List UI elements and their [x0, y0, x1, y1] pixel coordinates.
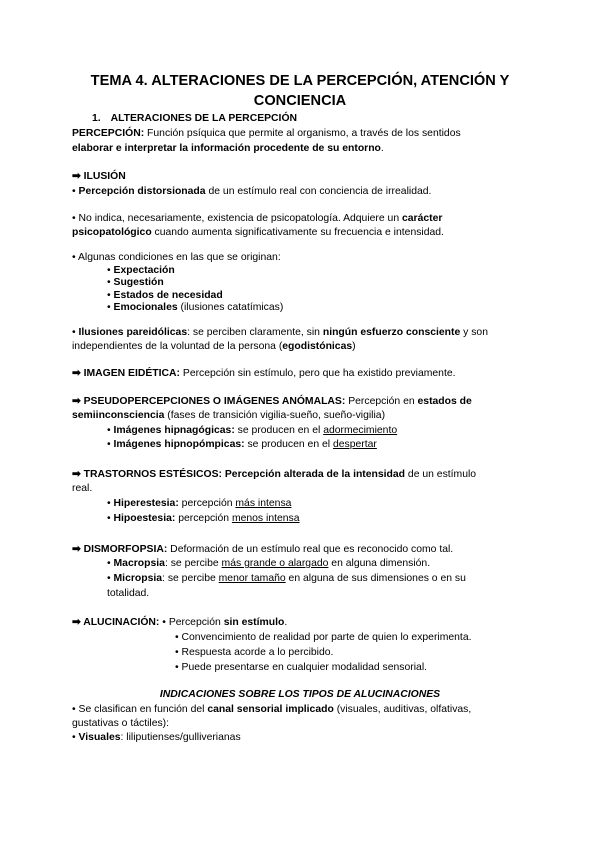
ilusion-b1-text: de un estímulo real con conciencia de irrealidad.	[205, 186, 432, 197]
item-label: Hiperestesia:	[113, 498, 179, 509]
dismorfopsia-label: ➡ DISMORFOPSIA:	[72, 544, 168, 555]
estesicos-item-hipoestesia	[107, 512, 300, 525]
alucinacion-bullet-2: • Convencimiento de realidad por parte de quien lo experimenta.	[175, 632, 472, 643]
bullet: •	[107, 558, 114, 569]
pseudo-text-2: (fases de transición vigilia-sueño, sueño-vigilia)	[164, 410, 386, 421]
bullet: •	[107, 498, 114, 509]
condition-text: (ilusiones catatímicas)	[177, 302, 284, 313]
condition-label: Sugestión	[113, 277, 164, 288]
percepcion-end: .	[380, 143, 384, 154]
estesicos-line-1	[72, 468, 476, 481]
percepcion-text: Función psíquica que permite al organismo, a través de los sentidos	[144, 128, 461, 139]
eidetica-text: Percepción sin estímulo, pero que ha existido previamente.	[180, 368, 456, 379]
item-text: se producen en el	[244, 439, 333, 450]
bullet: •	[72, 732, 79, 743]
pseudo-text: Percepción en	[345, 396, 418, 407]
condition-item-emocionales	[107, 301, 283, 314]
item-underlined: menor tamaño	[218, 573, 286, 584]
pareidolicas-end: )	[352, 341, 356, 352]
item-underlined: más grande o alargado	[221, 558, 329, 569]
alucinacion-bullet-3: • Respuesta acorde a lo percibido.	[175, 647, 334, 658]
section-heading	[92, 112, 297, 125]
ilusion-bullet-3: • Algunas condiciones en las que se originan:	[72, 252, 281, 263]
percepcion-definition-line-1	[72, 127, 461, 140]
pareidolicas-text: : se perciben claramente, sin	[187, 327, 323, 338]
ilusion-b1-bold: Percepción distorsionada	[78, 186, 206, 197]
visuales-label: Visuales	[78, 732, 121, 743]
estesicos-text: de un estímulo	[405, 469, 477, 480]
bullet: •	[107, 513, 114, 524]
dismorfopsia-item-micropsia	[107, 572, 466, 585]
alucinacion-line-1	[72, 616, 287, 629]
estesicos-line-2: real.	[72, 483, 93, 494]
item-text: percepción	[175, 513, 232, 524]
indicaciones-heading: INDICACIONES SOBRE LOS TIPOS DE ALUCINACIONES	[159, 689, 441, 700]
item-underlined: adormecimiento	[323, 425, 398, 436]
section-title: ALTERACIONES DE LA PERCEPCIÓN	[110, 113, 298, 124]
ilusion-bullet-1	[72, 185, 431, 198]
estesicos-item-hiperestesia	[107, 497, 291, 510]
dismorfopsia-item-macropsia	[107, 557, 430, 570]
bullet: •	[72, 186, 79, 197]
dismorfopsia-line	[72, 543, 453, 556]
indicaciones-line-1	[72, 703, 471, 716]
item-label: Micropsia	[113, 573, 163, 584]
indicaciones-line-2: gustativas o táctiles):	[72, 718, 170, 729]
ilusion-bullet-2-line-1	[72, 212, 442, 225]
bullet: •	[107, 439, 114, 450]
item-underlined: menos intensa	[231, 513, 300, 524]
ilusion-b2-bold: carácter	[402, 213, 443, 224]
pseudo-line-1	[72, 395, 472, 408]
eidetica-label: ➡ IMAGEN EIDÉTICA:	[72, 368, 180, 379]
alucinacion-bold: sin estímulo	[223, 617, 285, 628]
bullet: •	[72, 327, 79, 338]
alucinacion-label: ➡ ALUCINACIÓN:	[72, 617, 160, 628]
section-number: 1.	[92, 113, 101, 124]
bullet: •	[107, 302, 114, 313]
percepcion-label: PERCEPCIÓN:	[72, 128, 145, 139]
condition-item-sugestion	[107, 276, 164, 289]
percepcion-definition-line-2	[72, 142, 384, 155]
alucinacion-text: • Percepción	[159, 617, 224, 628]
dismorfopsia-text: Deformación de un estímulo real que es reconocido como tal.	[167, 544, 454, 555]
item-underlined: más intensa	[235, 498, 292, 509]
pseudo-bold-2: semiinconsciencia	[72, 410, 165, 421]
indicaciones-visuales	[72, 731, 241, 744]
ilusion-b2-text-2: cuando aumenta significativamente su frecuencia e intensidad.	[151, 227, 444, 238]
item-text: : se percibe	[162, 573, 219, 584]
item-label: Hipoestesia:	[113, 513, 176, 524]
ilusion-heading: ➡ ILUSIÓN	[72, 171, 126, 182]
pareidolicas-label: Ilusiones pareidólicas	[78, 327, 188, 338]
estesicos-label: ➡ TRASTORNOS ESTÉSICOS:	[72, 469, 222, 480]
pareidolicas-bold-2: egodistónicas	[282, 341, 353, 352]
pseudo-bold: estados de	[417, 396, 472, 407]
item-text-2: en alguna dimensión.	[328, 558, 431, 569]
alucinacion-bullet-4: • Puede presentarse en cualquier modalidad sensorial.	[175, 662, 428, 673]
visuales-text: : liliputienses/gulliverianas	[120, 732, 241, 743]
pareidolicas-text-3: independientes de la voluntad de la persona (	[72, 341, 283, 352]
ilusion-b2-text: • No indica, necesariamente, existencia de psicopatología. Adquiere un	[72, 213, 402, 224]
percepcion-bold: elaborar e interpretar la información procedente de su entorno	[72, 143, 381, 154]
item-text: se producen en el	[234, 425, 324, 436]
item-label: Imágenes hipnopómpicas:	[113, 439, 245, 450]
bullet: •	[107, 265, 114, 276]
item-text-2: en alguna de sus dimensiones o en su	[285, 573, 466, 584]
item-label: Macropsia	[113, 558, 165, 569]
document-title-line-2: CONCIENCIA	[253, 93, 347, 109]
ilusion-b2-bold-2: psicopatológico	[72, 227, 152, 238]
pareidolicas-bold: ningún esfuerzo consciente	[322, 327, 461, 338]
pseudo-item-hipnagogicas	[107, 424, 397, 437]
item-text: percepción	[178, 498, 236, 509]
bullet: •	[107, 425, 114, 436]
condition-label: Expectación	[113, 265, 175, 276]
dismorfopsia-micropsia-cont: totalidad.	[107, 588, 150, 599]
bullet: •	[107, 277, 114, 288]
alucinacion-end: .	[284, 617, 288, 628]
eidetica-line	[72, 367, 456, 380]
indicaciones-text-2: (visuales, auditivas, olfativas,	[333, 704, 472, 715]
ilusion-bullet-2-line-2	[72, 226, 444, 239]
condition-label: Estados de necesidad	[113, 290, 223, 301]
pareidolicas-text-2: y son	[460, 327, 488, 338]
item-underlined: despertar	[332, 439, 377, 450]
indicaciones-bold: canal sensorial implicado	[207, 704, 334, 715]
bullet: •	[107, 573, 114, 584]
item-text: : se percibe	[164, 558, 222, 569]
document-title-line-1: TEMA 4. ALTERACIONES DE LA PERCEPCIÓN, ATENCIÓN Y	[90, 73, 510, 89]
pseudo-item-hipnopompicas	[107, 438, 377, 451]
estesicos-bold: Percepción alterada de la intensidad	[224, 469, 406, 480]
indicaciones-text: • Se clasifican en función del	[72, 704, 208, 715]
pseudo-line-2	[72, 409, 385, 422]
item-label: Imágenes hipnagógicas:	[113, 425, 235, 436]
bullet: •	[107, 290, 114, 301]
condition-label: Emocionales	[113, 302, 178, 313]
pareidolicas-line-2	[72, 340, 356, 353]
pseudo-label: ➡ PSEUDOPERCEPCIONES O IMÁGENES ANÓMALAS:	[72, 396, 346, 407]
pareidolicas-line-1	[72, 326, 488, 339]
